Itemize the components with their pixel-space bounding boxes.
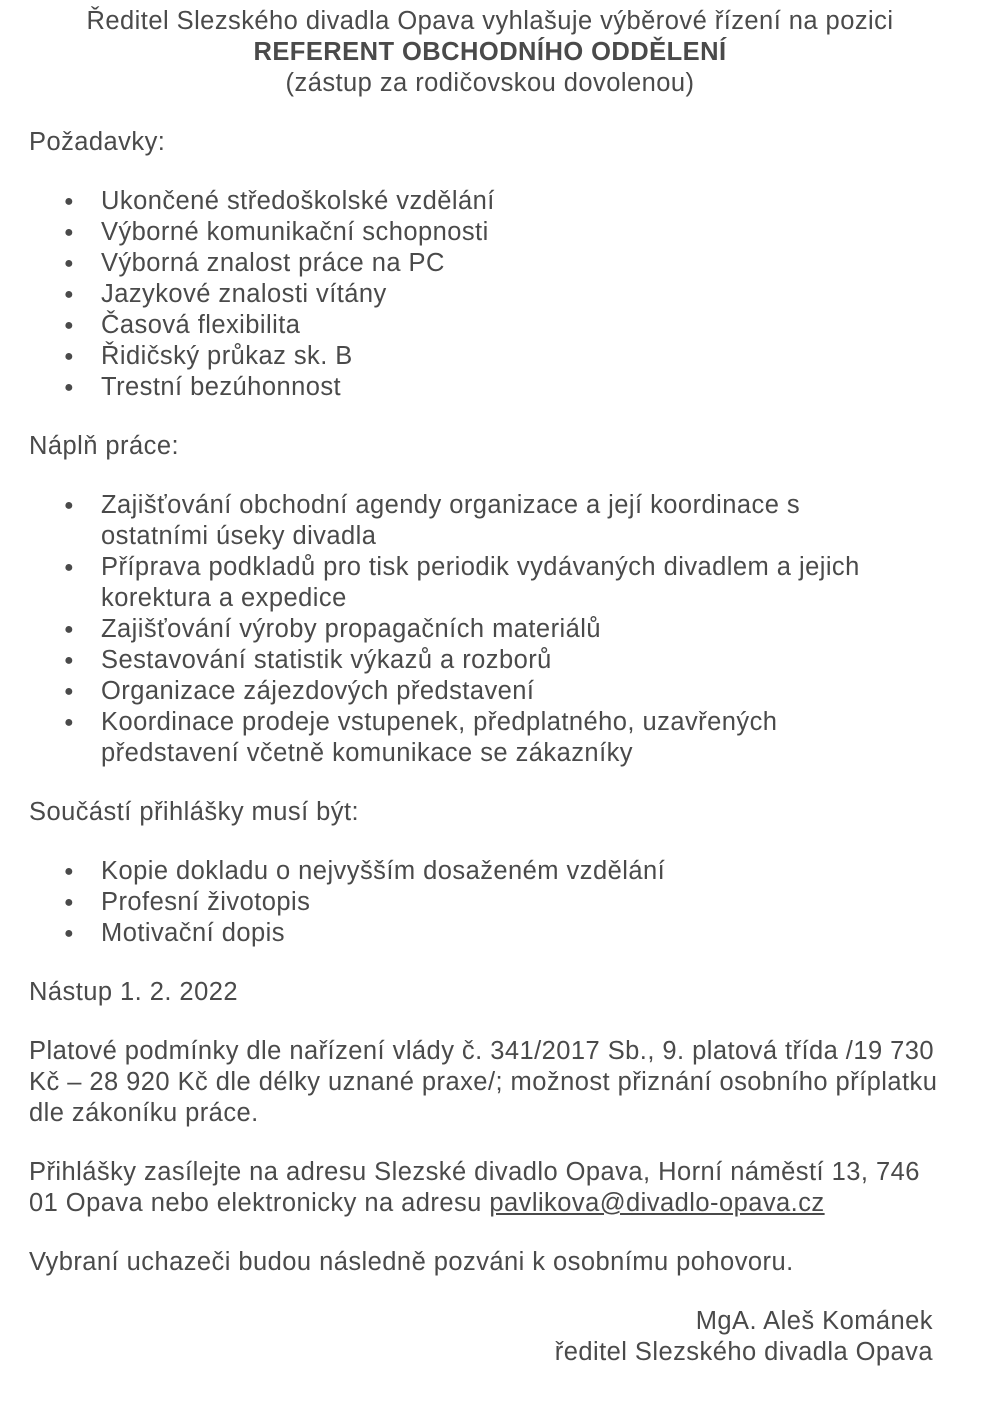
bullet-icon: ● <box>64 683 75 700</box>
bullet-icon: ● <box>64 714 75 731</box>
start-date: Nástup 1. 2. 2022 <box>29 978 238 1006</box>
bullet-icon: ● <box>64 894 75 911</box>
list-item: ● Kopie dokladu o nejvyšším dosaženém vzdělání <box>64 857 666 885</box>
list-item: ● Zajišťování obchodní agendy organizace a její koordinace s ostatními úseky divadla <box>64 491 801 550</box>
list-item: ● Trestní bezúhonnost <box>64 373 342 401</box>
duties-list <box>29 490 940 769</box>
bullet-icon: ● <box>64 286 75 303</box>
posting-header <box>9 6 971 99</box>
application-label: Součástí přihlášky musí být: <box>29 798 360 826</box>
duties-label: Náplň práce: <box>29 432 179 460</box>
signatory-role: ředitel Slezského divadla Opava <box>554 1338 933 1366</box>
list-item: ● Ukončené středoškolské vzdělání <box>64 187 495 215</box>
list-item: ● Profesní životopis <box>64 888 311 916</box>
list-item: ● Řidičský průkaz sk. B <box>64 342 353 370</box>
position-title: REFERENT OBCHODNÍHO ODDĚLENÍ <box>253 38 727 66</box>
bullet-icon: ● <box>64 497 75 514</box>
application-list <box>29 856 940 949</box>
bullet-icon: ● <box>64 925 75 942</box>
email-link[interactable]: pavlikova@divadlo-opava.cz <box>489 1189 825 1217</box>
list-item: ● Koordinace prodeje vstupenek, předplatného, uzavřených představení včetně komunikace se zákazníky <box>64 708 778 767</box>
bullet-icon: ● <box>64 863 75 880</box>
list-item: ● Časová flexibilita <box>64 311 301 339</box>
bullet-icon: ● <box>64 193 75 210</box>
list-item: ● Organizace zájezdových představení <box>64 677 535 705</box>
list-item: ● Jazykové znalosti vítány <box>64 280 387 308</box>
signatory-name: MgA. Aleš Kománek <box>695 1307 933 1335</box>
header-subtitle: (zástup za rodičovskou dovolenou) <box>285 69 695 97</box>
signature-block <box>29 1306 933 1368</box>
list-item: ● Výborné komunikační schopnosti <box>64 218 489 246</box>
contact-paragraph <box>29 1157 939 1219</box>
list-item: ● Sestavování statistik výkazů a rozborů <box>64 646 552 674</box>
contact-text: Přihlášky zasílejte na adresu Slezské divadlo Opava, Horní náměstí 13, 746 01 Opava nebo elektronicky na adresu <box>29 1158 920 1217</box>
requirements-list <box>29 186 940 403</box>
requirements-label: Požadavky: <box>29 128 166 156</box>
bullet-icon: ● <box>64 224 75 241</box>
list-item: ● Motivační dopis <box>64 919 285 947</box>
bullet-icon: ● <box>64 255 75 272</box>
salary-conditions: Platové podmínky dle nařízení vlády č. 341/2017 Sb., 9. platová třída /19 730 Kč – 28 920 Kč dle délky uznané praxe/; možnost přiznání osobního příplatku dle zákoníku práce. <box>29 1037 938 1127</box>
bullet-icon: ● <box>64 621 75 638</box>
list-item: ● Výborná znalost práce na PC <box>64 249 445 277</box>
bullet-icon: ● <box>64 559 75 576</box>
bullet-icon: ● <box>64 652 75 669</box>
header-intro: Ředitel Slezského divadla Opava vyhlašuje výběrové řízení na pozici <box>86 7 894 35</box>
closing-note: Vybraní uchazeči budou následně pozváni k osobnímu pohovoru. <box>29 1248 794 1276</box>
list-item: ● Příprava podkladů pro tisk periodik vydávaných divadlem a jejich korektura a expedice <box>64 553 860 612</box>
bullet-icon: ● <box>64 317 75 334</box>
bullet-icon: ● <box>64 379 75 396</box>
list-item: ● Zajišťování výroby propagačních materiálů <box>64 615 601 643</box>
bullet-icon: ● <box>64 348 75 365</box>
